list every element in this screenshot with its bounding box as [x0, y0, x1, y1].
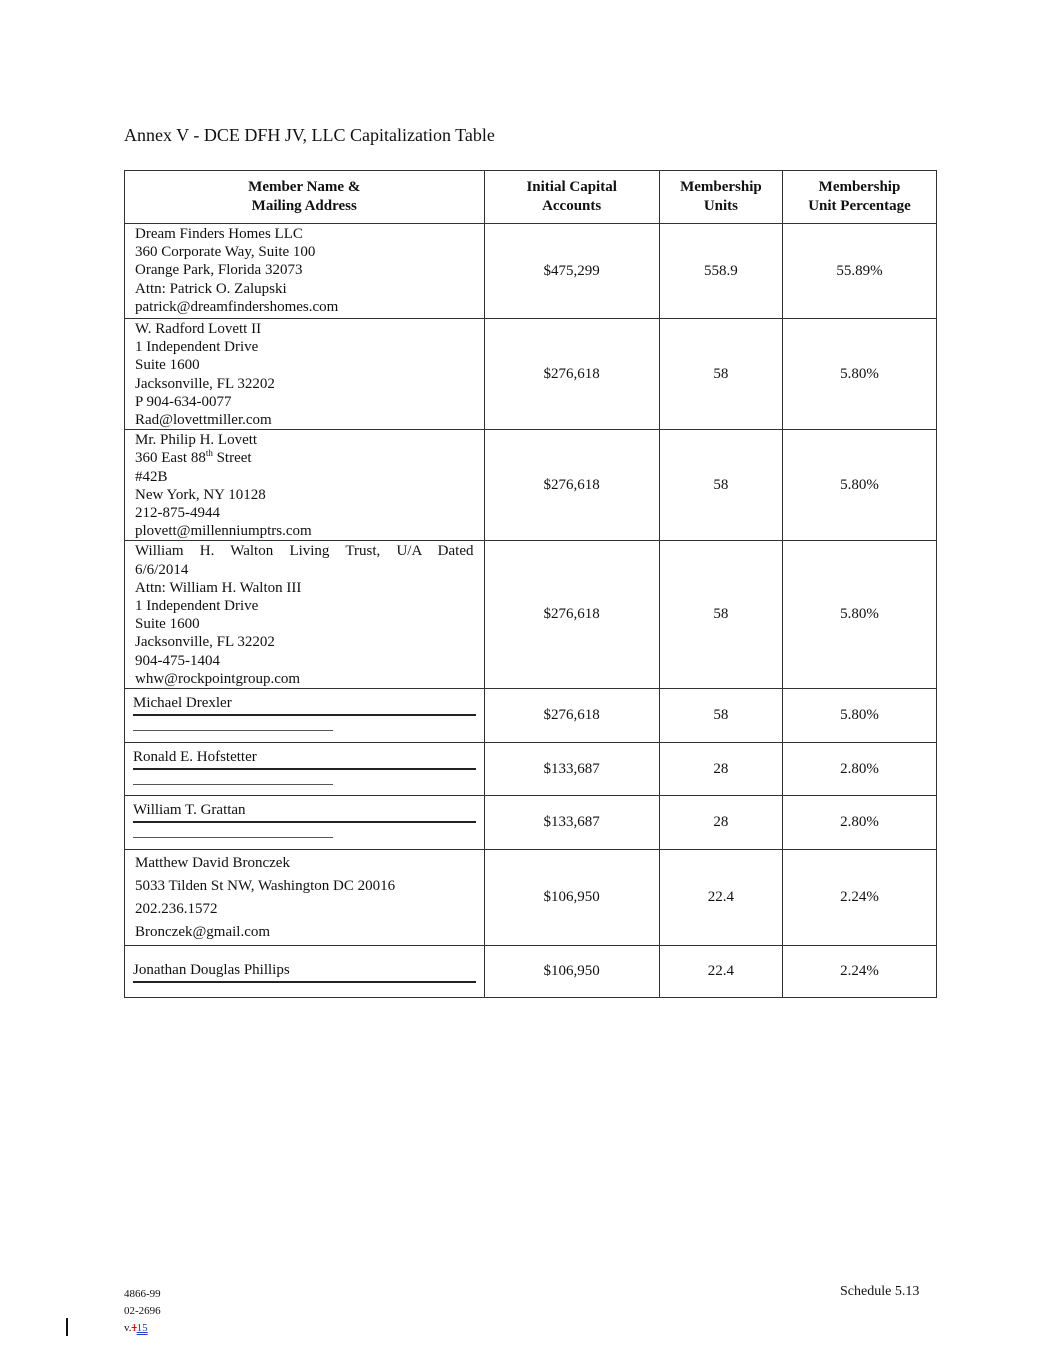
capital-cell: $106,950	[484, 850, 659, 946]
member-address-cell: W. Radford Lovett II 1 Independent Drive Suite 1600 Jacksonville, FL 32202 P 904-634-0077 Rad@lovettmiller.com	[125, 319, 485, 430]
percentage-cell: 5.80%	[783, 319, 937, 430]
capital-cell: $475,299	[484, 224, 659, 319]
header-member: Member Name & Mailing Address	[125, 171, 485, 224]
header-capital: Initial Capital Accounts	[484, 171, 659, 224]
capital-cell: $276,618	[484, 541, 659, 689]
percentage-cell: 2.80%	[783, 796, 937, 850]
table-row	[125, 796, 937, 850]
capital-cell: $276,618	[484, 319, 659, 430]
member-address-cell: Mr. Philip H. Lovett 360 East 88th Street #42B New York, NY 10128 212-875-4944 plovett@millenniumptrs.com	[125, 430, 485, 541]
units-cell: 58	[659, 689, 782, 743]
table-row	[125, 743, 937, 796]
deleted-version: 1	[131, 1322, 137, 1334]
street-line: 360 East 88th Street	[135, 448, 252, 467]
percentage-cell: 5.80%	[783, 689, 937, 743]
table-row	[125, 689, 937, 743]
change-bar	[66, 1318, 68, 1336]
units-cell: 28	[659, 796, 782, 850]
percentage-cell: 2.24%	[783, 946, 937, 998]
percentage-cell: 2.80%	[783, 743, 937, 796]
capital-cell: $133,687	[484, 796, 659, 850]
units-cell: 22.4	[659, 850, 782, 946]
blank-line	[133, 823, 333, 838]
header-percentage: Membership Unit Percentage	[783, 171, 937, 224]
member-address-cell: Dream Finders Homes LLC 360 Corporate Way, Suite 100 Orange Park, Florida 32073 Attn: Patrick O. Zalupski patrick@dreamfindershomes.com	[125, 224, 485, 319]
capital-cell: $133,687	[484, 743, 659, 796]
percentage-cell: 5.80%	[783, 541, 937, 689]
capital-cell: $106,950	[484, 946, 659, 998]
table-header-row	[125, 171, 937, 224]
units-cell: 58	[659, 541, 782, 689]
member-address-cell: William H. Walton Living Trust, U/A Dated 6/6/2014 Attn: William H. Walton III 1 Independent Drive Suite 1600 Jacksonville, FL 32202 904-475-1404 whw@rockpointgroup.com	[125, 541, 485, 689]
units-cell: 28	[659, 743, 782, 796]
member-address-cell: Matthew David Bronczek 5033 Tilden St NW, Washington DC 20016 202.236.1572 Bronczek@gmail.com	[125, 850, 485, 946]
table-row	[125, 224, 937, 319]
table-row	[125, 946, 937, 998]
member-signature-cell: William T. Grattan	[125, 796, 485, 850]
member-signature-cell: Ronald E. Hofstetter	[125, 743, 485, 796]
capital-cell: $276,618	[484, 430, 659, 541]
footer-schedule: Schedule 5.13	[840, 1284, 920, 1299]
percentage-cell: 5.80%	[783, 430, 937, 541]
version-label: v.115	[124, 1322, 148, 1334]
blank-line	[133, 770, 333, 785]
member-signature-cell: Michael Drexler	[125, 689, 485, 743]
table-row	[125, 319, 937, 430]
capitalization-table	[124, 170, 937, 998]
percentage-cell: 2.24%	[783, 850, 937, 946]
table-row	[125, 850, 937, 946]
percentage-cell: 55.89%	[783, 224, 937, 319]
table-row	[125, 541, 937, 689]
header-units: Membership Units	[659, 171, 782, 224]
document-title: Annex V - DCE DFH JV, LLC Capitalization Table	[124, 125, 495, 145]
units-cell: 22.4	[659, 946, 782, 998]
footer-doc-id: 4866-99 02-2696 v.115	[124, 1286, 161, 1337]
units-cell: 58	[659, 430, 782, 541]
units-cell: 558.9	[659, 224, 782, 319]
inserted-version: 15	[136, 1322, 148, 1334]
table-row	[125, 430, 937, 541]
member-signature-cell: Jonathan Douglas Phillips	[125, 946, 485, 998]
units-cell: 58	[659, 319, 782, 430]
blank-line	[133, 716, 333, 731]
capital-cell: $276,618	[484, 689, 659, 743]
